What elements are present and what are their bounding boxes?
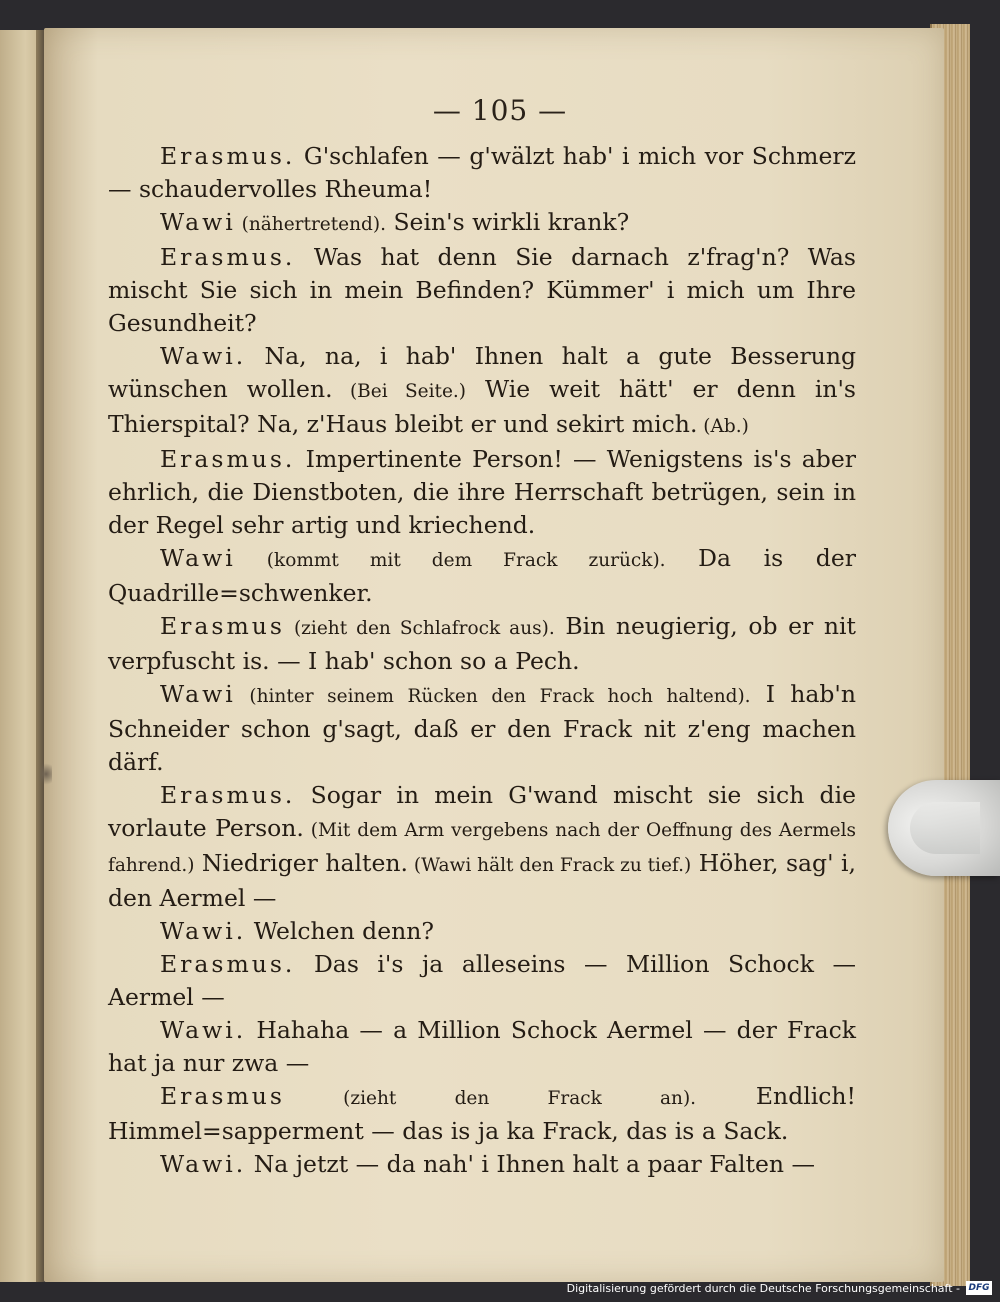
speaker-name: Wawi.: [160, 1150, 247, 1178]
paragraph: [108, 206, 856, 241]
speaker-name: Wawi.: [160, 917, 247, 945]
stage-direction: (Bei Seite.): [332, 381, 467, 402]
dialogue-text: Was hat denn Sie darnach z'frag'n? Was mischt Sie sich in mein Befinden? Kümmer' i mich um Ihre Gesundheit?: [108, 243, 856, 337]
paragraph: [108, 948, 856, 1014]
page-text: [108, 140, 856, 1181]
dialogue-text: Impertinente Person! — Wenigstens is's aber ehrlich, die Dienstboten, die ihre Herrschaft betrügen, sein in der Regel sehr artig und kriechend.: [108, 445, 856, 539]
dialogue-text: Das i's ja alleseins — Million Schock — Aermel —: [108, 950, 856, 1011]
speaker-name: Erasmus.: [160, 950, 296, 978]
paragraph: [108, 340, 856, 443]
speaker-name: Wawi: [160, 544, 236, 572]
paragraph: [108, 542, 856, 610]
page-clip: [888, 780, 1000, 876]
dialogue-text: Welchen denn?: [246, 917, 434, 945]
paragraph: [108, 610, 856, 678]
speaker-name: Erasmus.: [160, 243, 296, 271]
speaker-name: Erasmus.: [160, 142, 296, 170]
paragraph: [108, 241, 856, 340]
dialogue-text: Sein's wirkli krank?: [385, 208, 630, 236]
paragraph: [108, 1014, 856, 1080]
speaker-name: Wawi.: [160, 1016, 247, 1044]
speaker-name: Erasmus: [160, 1082, 285, 1110]
paragraph: [108, 678, 856, 779]
digitization-footer: [567, 1280, 992, 1296]
page-clip-highlight: [910, 802, 980, 854]
funding-credit: Digitalisierung gefördert durch die Deutsche Forschungsgemeinschaft -: [566, 1281, 960, 1295]
dialogue-text: I hab'n Schneider schon g'sagt, daß er den Frack nit z'eng machen därf.: [108, 680, 856, 776]
dialogue-text: G'schlafen — g'wälzt hab' i mich vor Schmerz — schaudervolles Rheuma!: [108, 142, 856, 203]
page-number: — 105 —: [432, 94, 568, 127]
dfg-logo-icon: DFG: [966, 1281, 992, 1295]
stage-direction: (Mit dem Arm vergebens nach der Oeffnung des Aermels fahrend.): [108, 820, 856, 876]
paragraph: [108, 779, 856, 915]
paragraph: [108, 140, 856, 206]
page-stain: [40, 760, 52, 788]
paragraph: [108, 1148, 856, 1181]
stage-direction: (hinter seinem Rücken den Frack hoch haltend).: [235, 686, 751, 707]
dialogue-text: Na jetzt — da nah' i Ihnen halt a paar Falten —: [246, 1150, 815, 1178]
speaker-name: Wawi.: [160, 342, 247, 370]
paragraph: [108, 443, 856, 542]
stage-direction: (nähertretend).: [235, 214, 386, 235]
dialogue-text: Sogar in mein G'wand mischt sie sich die vorlaute Person.: [108, 781, 856, 842]
dialogue-text: Da is der Quadrille=schwenker.: [108, 544, 856, 607]
dialogue-text: Höher, sag' i, den Aermel —: [108, 849, 856, 912]
stage-direction: (Wawi hält den Frack zu tief.): [407, 855, 692, 876]
stage-direction: (zieht den Schlafrock aus).: [284, 618, 555, 639]
stage-direction: (zieht den Frack an).: [284, 1088, 697, 1109]
book-gutter: [36, 30, 44, 1282]
speaker-name: Erasmus: [160, 612, 285, 640]
dialogue-text: Niedriger halten.: [194, 849, 408, 877]
speaker-name: Wawi: [160, 680, 236, 708]
dialogue-text: Bin neugierig, ob er nit verpfuscht is. — I hab' schon so a Pech.: [108, 612, 856, 675]
dialogue-text: Hahaha — a Million Schock Aermel — der Frack hat ja nur zwa —: [108, 1016, 856, 1077]
speaker-name: Erasmus.: [160, 781, 296, 809]
dialogue-text: Wie weit hätt' er denn in's Thierspital? Na, z'Haus bleibt er und sekirt mich.: [108, 375, 856, 438]
speaker-name: Wawi: [160, 208, 236, 236]
dialogue-text: Endlich! Himmel=sapperment — das is ja ka Frack, das is a Sack.: [108, 1082, 857, 1145]
paragraph: [108, 915, 856, 948]
speaker-name: Erasmus.: [160, 445, 296, 473]
dialogue-text: Na, na, i hab' Ihnen halt a gute Besserung wünschen wollen.: [108, 342, 856, 403]
paragraph: [108, 1080, 856, 1148]
stage-direction: (Ab.): [697, 416, 749, 437]
stage-direction: (kommt mit dem Frack zurück).: [235, 550, 666, 571]
